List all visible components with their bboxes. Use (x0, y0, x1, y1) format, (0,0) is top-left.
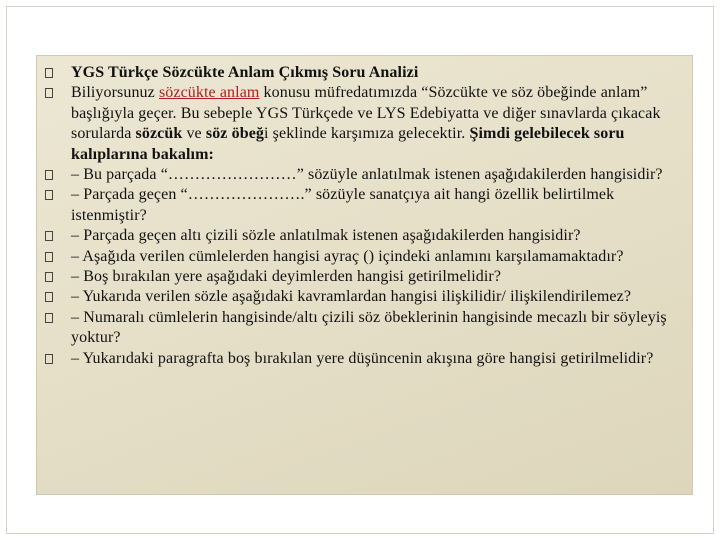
question-pattern-text: – Yukarıdaki paragrafta boş bırakılan yere düşüncenin akışına göre hangisi getirilmelidir? (71, 349, 654, 367)
slide-title: YGS Türkçe Sözcükte Anlam Çıkmış Soru Analizi (71, 64, 419, 81)
square-bullet-icon (45, 170, 53, 180)
list-item-title (37, 63, 692, 83)
list-item-intro (37, 83, 692, 165)
list-item-question (37, 267, 692, 287)
square-bullet-icon (45, 313, 53, 323)
question-pattern-text: – Numaralı cümlelerin hangisinde/altı çizili söz öbeklerinin hangisinde mecazlı bir söyleyiş yoktur? (71, 308, 667, 347)
question-pattern-text: – Yukarıda verilen sözle aşağıdaki kavramlardan hangisi ilişkilidir/ ilişkilendirilemez? (71, 288, 632, 306)
list-item-question (37, 185, 692, 226)
list-item-question (37, 247, 692, 267)
intro-bold-closing: Şimdi gelebilecek soru kalıplarına bakalım: (71, 125, 625, 163)
square-bullet-icon (45, 292, 53, 302)
square-bullet-icon (45, 190, 53, 200)
intro-text-part3: ve (182, 125, 206, 143)
list-item-question (37, 349, 692, 369)
question-pattern-text: – Parçada geçen “………………….” sözüyle sanatçıya ait hangi özellik belirtilmek istenmiştir? (71, 186, 615, 224)
list-item-question (37, 165, 692, 185)
question-pattern-text: – Boş bırakılan yere aşağıdaki deyimlerden hangisi getirilmelidir? (71, 268, 502, 286)
question-pattern-text: – Parçada geçen altı çizili sözle anlatılmak istenen aşağıdakilerden hangisidir? (71, 227, 581, 245)
question-pattern-text: – Aşağıda verilen cümlelerden hangisi ayraç () içindeki anlamını karşılamamaktadır? (71, 247, 624, 265)
intro-bold-sozcuk: sözcük (135, 125, 183, 143)
intro-text-part2: konusu müfredatımızda “Sözcükte ve söz öbeğinde anlam” başlığıyla geçer. Bu sebeple YGS Türkçede ve LYS Edebiyatta ve diğer sınavlarda çıkacak sorularda (71, 84, 661, 143)
square-bullet-icon (45, 88, 53, 98)
square-bullet-icon (45, 252, 53, 262)
bullet-list (37, 63, 692, 369)
intro-bold-soz-obegi: söz öbeğ (205, 125, 265, 143)
list-item-question (37, 287, 692, 307)
intro-text-part1: Biliyorsunuz (71, 84, 159, 102)
square-bullet-icon (45, 231, 53, 241)
sozcukte-anlam-link[interactable]: sözcükte anlam (158, 84, 260, 102)
content-panel (36, 55, 693, 495)
list-item-question (37, 308, 692, 349)
square-bullet-icon (45, 354, 53, 364)
square-bullet-icon (45, 68, 53, 78)
intro-text-part4: i şeklinde karşımıza gelecektir. (264, 125, 470, 143)
question-pattern-text: – Bu parçada “……………………” sözüyle anlatılmak istenen aşağıdakilerden hangisidir? (71, 166, 663, 184)
square-bullet-icon (45, 272, 53, 282)
list-item-question (37, 226, 692, 246)
